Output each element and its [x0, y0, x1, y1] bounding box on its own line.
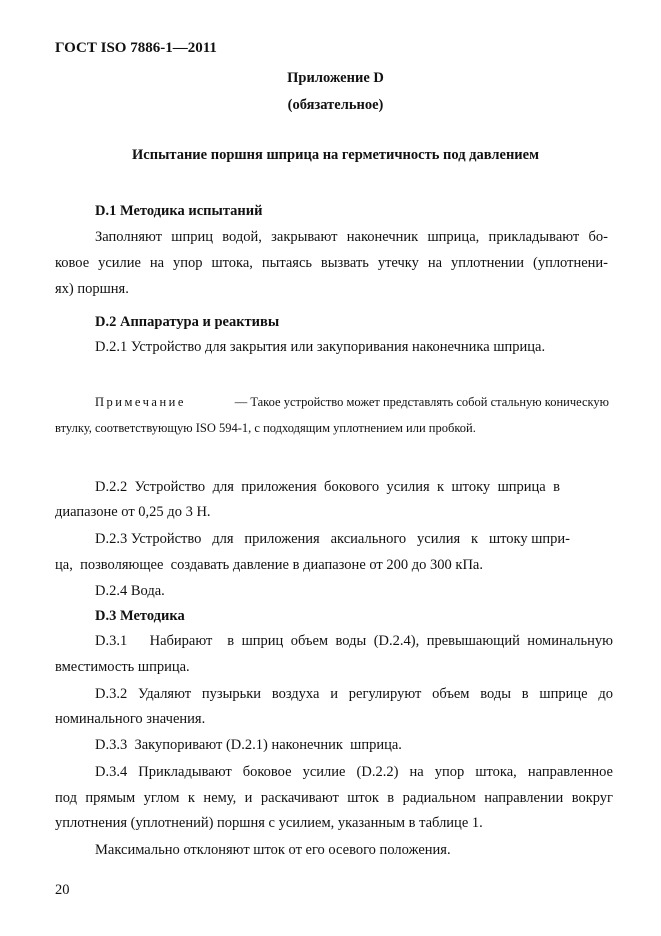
d3-1-text-line-1: D.3.1 Набирают в шприц объем воды (D.2.4), превышающий номинальную — [95, 633, 613, 649]
d3-final-text: Максимально отклоняют шток от его осевого положения. — [95, 842, 451, 858]
document-title: Испытание поршня шприца на герметичность под давлением — [132, 147, 539, 163]
section-heading-d3: D.3 Методика — [95, 608, 185, 624]
note-line-2: втулку, соответствующую ISO 594-1, с подходящим уплотнением или пробкой. — [55, 421, 476, 435]
annex-title: Приложение D — [287, 70, 384, 86]
d2-3-text-line-2: ца, позволяющее создавать давление в диапазоне от 200 до 300 кПа. — [55, 557, 483, 573]
section-heading-d1: D.1 Методика испытаний — [95, 203, 263, 219]
d1-text-line-2: ковое усилие на упор штока, пытаясь вызвать утечку на уплотнении (уплотнени- — [55, 255, 608, 271]
d3-3-text: D.3.3 Закупоривают (D.2.1) наконечник шприца. — [95, 737, 402, 753]
d2-2-text-line-2: диапазоне от 0,25 до 3 Н. — [55, 504, 211, 520]
note-text-1: — Такое устройство может представлять собой стальную коническую — [234, 395, 609, 409]
section-heading-d2: D.2 Аппаратура и реактивы — [95, 314, 280, 330]
note-line-1 — [95, 395, 609, 410]
page-number: 20 — [55, 882, 70, 898]
d1-text-line-1: Заполняют шприц водой, закрывают наконечник шприца, прикладывают бо- — [95, 229, 608, 245]
d2-3-text-line-1: D.2.3 Устройство для приложения аксиального усилия к штоку шпри- — [95, 531, 570, 547]
note-label: Примечание — [95, 395, 186, 409]
d3-2-text-line-1: D.3.2 Удаляют пузырьки воздуха и регулируют объем воды в шприце до — [95, 686, 613, 702]
d2-4-text: D.2.4 Вода. — [95, 583, 165, 599]
d2-1-text: D.2.1 Устройство для закрытия или закупоривания наконечника шприца. — [95, 339, 546, 355]
d3-4-text-line-2: под прямым углом к нему, и раскачивают шток в радиальном направлении вокруг — [55, 790, 613, 806]
d3-1-text-line-2: вместимость шприца. — [55, 659, 190, 675]
annex-status: (обязательное) — [287, 97, 384, 113]
d2-2-text-line-1: D.2.2 Устройство для приложения бокового усилия к штоку шприца в — [95, 479, 560, 495]
standard-designation: ГОСТ ISO 7886-1—2011 — [55, 40, 217, 56]
d1-text-line-3: ях) поршня. — [55, 281, 129, 297]
d3-4-text-line-1: D.3.4 Прикладывают боковое усилие (D.2.2) на упор штока, направленное — [95, 764, 613, 780]
d3-2-text-line-2: номинального значения. — [55, 711, 206, 727]
d3-4-text-line-3: уплотнения (уплотнений) поршня с усилием, указанным в таблице 1. — [55, 815, 483, 831]
